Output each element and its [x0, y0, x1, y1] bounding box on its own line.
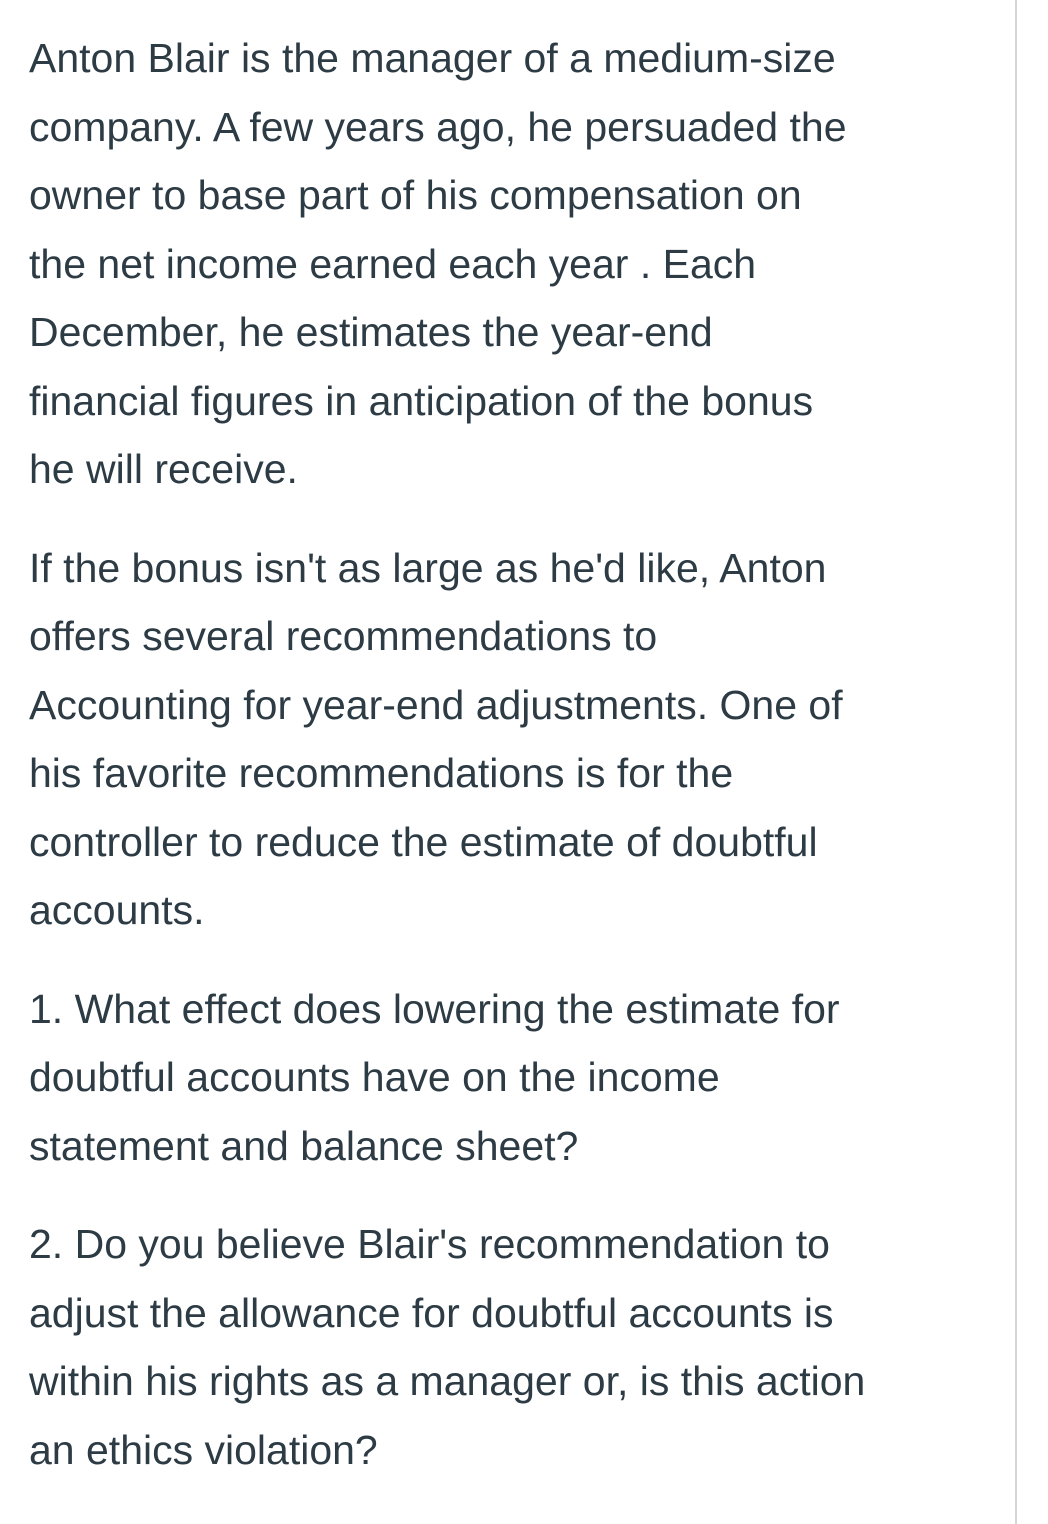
scenario-paragraph	[29, 24, 989, 504]
text-line: company. A few years ago, he persuaded the	[29, 103, 847, 150]
text-line: accounts.	[29, 887, 205, 933]
text-line: offers several recommendations to	[29, 613, 658, 659]
text-line: within his rights as a manager or, is this action	[29, 1358, 866, 1404]
text-line: statement and balance sheet?	[29, 1122, 579, 1169]
text-line: doubtful accounts have on the income	[29, 1054, 720, 1100]
text-line: Accounting for year-end adjustments. One of	[29, 681, 843, 728]
text-line: he will receive.	[29, 446, 298, 492]
text-line: owner to base part of his compensation on	[29, 172, 802, 218]
text-line: his favorite recommendations is for the	[29, 750, 734, 796]
text-line: If the bonus isn't as large as he'd like, Anton	[29, 544, 827, 591]
text-line: 2. Do you believe Blair's recommendation to	[29, 1221, 830, 1267]
text-line: Anton Blair is the manager of a medium-size	[29, 35, 836, 81]
text-line: an ethics violation?	[29, 1426, 378, 1473]
text-line: December, he estimates the year-end	[29, 309, 713, 355]
recommendation-paragraph	[29, 534, 989, 945]
question-text	[29, 24, 989, 1484]
text-line: adjust the allowance for doubtful accounts is	[29, 1289, 834, 1336]
question-1	[29, 975, 989, 1181]
text-line: the net income earned each year . Each	[29, 240, 757, 287]
text-line: 1. What effect does lowering the estimate for	[29, 985, 840, 1032]
text-line: controller to reduce the estimate of doubtful	[29, 818, 818, 865]
question-2	[29, 1210, 989, 1484]
text-line: financial figures in anticipation of the bonus	[29, 377, 814, 424]
